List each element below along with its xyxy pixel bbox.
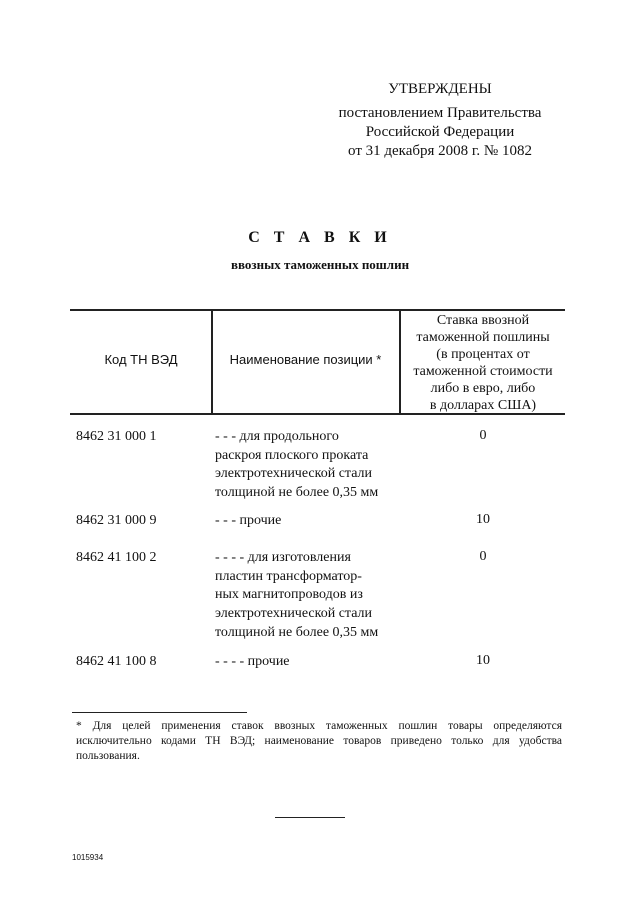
approval-line: от 31 декабря 2008 г. № 1082 <box>348 143 532 159</box>
approval-line: Российской Федерации <box>365 124 515 140</box>
header-rate-line: Ставка ввозной <box>436 313 530 328</box>
row-code: 8462 31 000 9 <box>76 513 157 528</box>
name-line: толщиной не более 0,35 мм <box>215 485 379 501</box>
row-name <box>215 428 378 503</box>
footnote: * Для целей применения ставок ввозных таможенных пошлин товары определяются исключительно кодами ТН ВЭД; наименование товаров приведено только для удобства пользования. <box>76 720 562 762</box>
name-line: электротехнической стали <box>215 466 373 482</box>
row-name: - - - прочие <box>215 513 282 528</box>
end-separator <box>275 817 345 818</box>
row-name: - - - - прочие <box>215 654 290 669</box>
row-rate: 0 <box>479 428 487 443</box>
name-line: ных магнитопроводов из <box>215 587 363 603</box>
row-name <box>215 549 378 643</box>
footnote-separator <box>72 712 247 713</box>
approval-block <box>300 80 580 161</box>
row-code: 8462 31 000 1 <box>76 429 157 444</box>
name-line: толщиной не более 0,35 мм <box>215 624 379 640</box>
header-code: Код ТН ВЭД <box>104 352 178 367</box>
document-number: 1015934 <box>72 853 104 862</box>
name-line: раскроя плоского проката <box>215 447 369 463</box>
name-line: электротехнической стали <box>215 606 373 622</box>
name-line: - - - для продольного <box>215 429 339 444</box>
row-code: 8462 41 100 2 <box>76 550 157 565</box>
document-subtitle: ввозных таможенных пошлин <box>230 257 410 272</box>
row-rate: 10 <box>476 512 490 527</box>
name-line: - - - - для изготовления <box>215 550 351 565</box>
header-rate-line: таможенной пошлины <box>416 330 550 345</box>
name-line: пластин трансформатор- <box>215 568 362 584</box>
header-rate-line: либо в евро, либо <box>430 381 536 396</box>
header-name: Наименование позиции * <box>229 352 382 367</box>
header-rate <box>401 312 565 414</box>
row-code: 8462 41 100 8 <box>76 654 157 669</box>
header-rate-line: таможенной стоимости <box>413 364 553 379</box>
header-rate-line: в долларах США) <box>429 398 537 413</box>
table-top-border <box>70 309 565 311</box>
approval-heading: УТВЕРЖДЕНЫ <box>388 81 492 97</box>
row-rate: 10 <box>476 653 490 668</box>
document-title: С Т А В К И <box>248 229 392 246</box>
approval-line: постановлением Правительства <box>338 105 542 121</box>
header-rate-line: (в процентах от <box>436 347 530 362</box>
row-rate: 0 <box>479 549 487 564</box>
